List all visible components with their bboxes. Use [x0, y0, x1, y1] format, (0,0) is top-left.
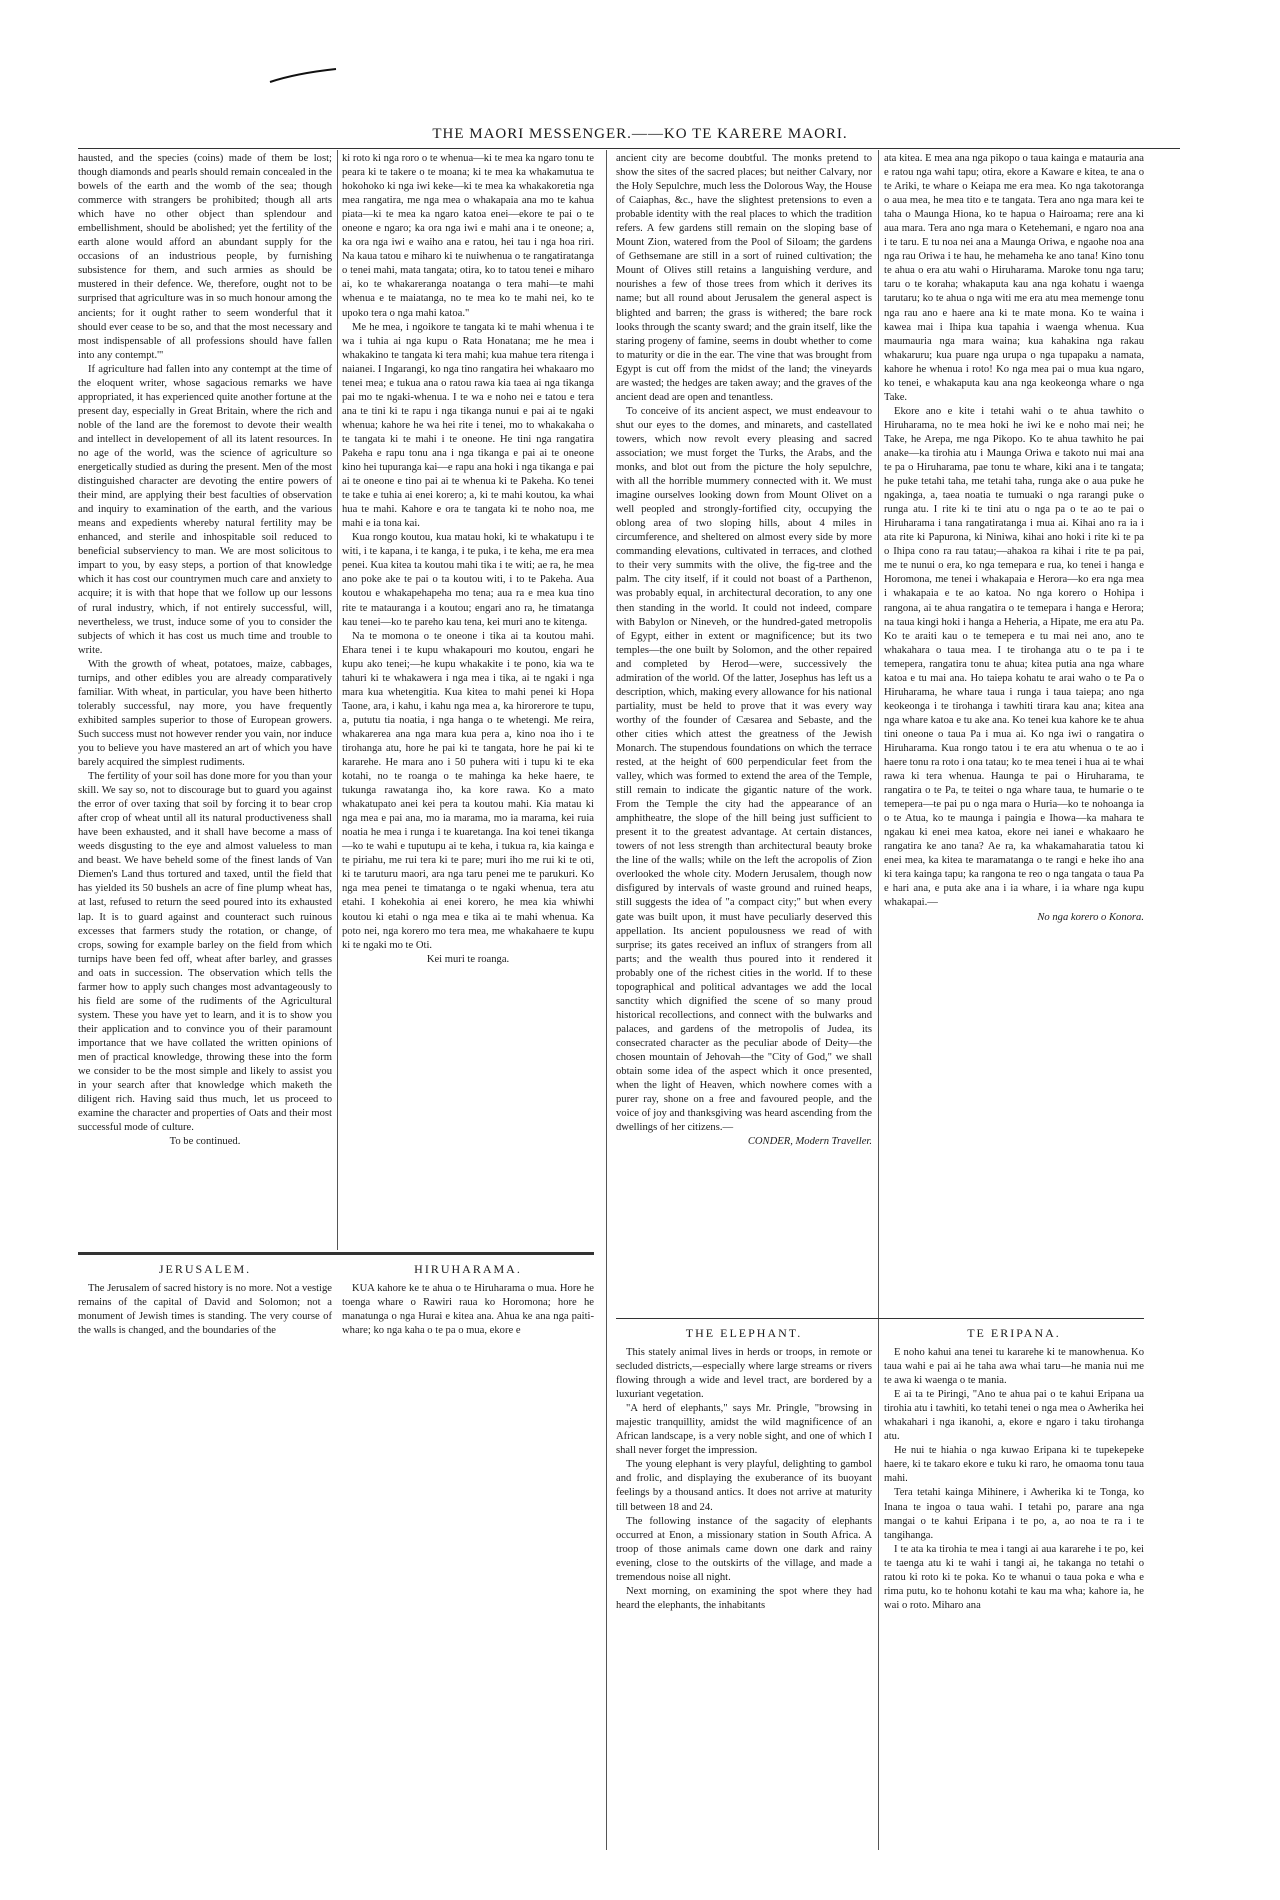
english-paragraph: The fertility of your soil has done more for you than your skill. We say so, not to discourage but to guard you against the error of over taxing that soil by forcing it to bear crop after crop of wheat until all its natural productiveness shall have been exhausted, and it shall have become a mass of weeds disgusting to the eye and almost valueless to man and beast. We have beheld some of the finest lands of Van Diemen's Land thus tortured and taxed, until the field that has yielded its 50 bushels an acre of fine plump wheat has, at last, refused to return the seed poured into its exhausted lap. It is to guard against and counteract such ruinous excesses that farmers study the rotation, or change, of crops, sowing for example barley on the field from which turnips have been fed off, wheat after barley, and grasses and oats in succession. The observation which tells the farmer how to apply such changes most advantageously to his field are some of the rudiments of the Agricultural system. These you have yet to learn, and it is to show you their application and to convince you of their paramount importance that we have collated the written opinions of men of practical knowledge, throwing these into the form we consider to be the most simple and likely to assist you in your search after that knowledge which maketh the diligent rich. Having said thus much, let us proceed to examine the character and properties of Oats and their most successful mode of culture.: [78, 771, 332, 1134]
center-rule: [606, 150, 607, 1850]
column-rule: [337, 150, 338, 1250]
maori-paragraph: ki roto ki nga roro o te whenua—ki te mea ka ngaro tonu te peara ki te takere o te moana; ki te mea ka whakamutua te hokohoko ki nga iwi keke—ki te mea ka whakakoretia nga mea rangatira, me nga mea o whakapaia ana mo te kahua piata—ki te mea ka ngaro katoa enei—ekore te pai o te oneone e ngaro; ka ora nga iwi e mahi ana i te oneone; a, ka ora nga iwi e waiho ana e ratou, hei tau i nga hoa riri. Na kaua tatou e miharo ki te nuiwhenua o te rangatiratanga o tenei mahi, mata tangata; otira, ko to tatou tenei e miharo ai, ko te whakareranga noatanga o tera mahi—te mahi whenua e te maiatanga, no te mea ko te mahi nei, ko te upoko tera o nga mahi katoa.": [342, 153, 594, 319]
elephant-article: [616, 1346, 872, 1611]
maori-left-column: [342, 152, 594, 1236]
elephant-paragraph: This stately animal lives in herds or troops, in remote or secluded districts,—especially where large streams or rivers flowing through a wide and level tract, are bordered by a luxuriant vegetation.: [616, 1347, 872, 1401]
elephant-title: THE ELEPHANT.: [685, 1326, 803, 1340]
section-rule: [78, 1252, 594, 1255]
elephant-paragraph: The young elephant is very playful, delighting to gambol and frolic, and displaying the exuberance of its buoyant feelings by a thousand antics. It does not arrive at maturity till between 18 and 24.: [616, 1459, 872, 1513]
english-left-column: [78, 152, 332, 1236]
hiruharama-article: [342, 1282, 594, 1362]
english-paragraph: hausted, and the species (coins) made of them be lost; though diamonds and pearls should remain concealed in the bowels of the earth and the womb of the sea; though commerce with strangers be prohibited; though all arts which have no other object than splendour and embellishment, should be abolished; yet the fertility of the earth alone would afford an abundant supply for the occasions of an industrious people, by furnishing subsistence for them, and such armies as should be mustered in their defence. We, therefore, ought not to be surprised that agriculture was in so much honour among the ancients; for it ought rather to seem wonderful that it should ever cease to be so, and that the most necessary and most indispensable of all professions should have fallen into any contempt.'": [78, 153, 332, 361]
section-rule: [616, 1318, 1144, 1319]
elephant-paragraph: Next morning, on examining the spot where they had heard the elephants, the inhabitants: [616, 1585, 872, 1611]
maori-paragraph: Me he mea, i ngoikore te tangata ki te mahi whenua i te wa i tuhia ai nga kupu o Rata Honatana; me he mea i whakakino te tangata ki tera mahi; kua mahue tera ritenga i naianei. I Ingarangi, ko nga tino rangatira hei whakaaro mo tenei mea; e tukua ana o ratou rawa kia taea ai nga tikanga pai mo te ngaki-whenua. I te wa e noho nei e tatou e tera ana te tini ki te rapu i nga tikanga nunui e pai ai te ngaki whenua; kahore he wa hei rite i tenei, mo to whakakaha o te tangata ki te mahi i te oneone. He tini nga rangatira Pakeha e rapu tonu ana i nga tikanga e pai ai te oneone kino hei tupuranga kai—e rapu ana hoki i nga tikanga e pai ai te oneone e tino pai ai te whenua ki te Pakeha. Ko tenei te take e tuhia ai enei korero; a, ki te mahi koutou, ka whai hua te mahi. Kahore e ora te tangata ki te noho noa, me mahi e ia tona kai.: [342, 321, 594, 530]
eripana-paragraph: E ai ta te Piringi, "Ano te ahua pai o te kahui Eripana ua tirohia atu i tawhiti, ko tetahi tenei o nga mea o Awherika hei whakahari i nga ikanohi, a, ekore e ngaro i taku tirohanga atu.: [884, 1389, 1144, 1443]
jerusalem-title: JERUSALEM.: [158, 1262, 252, 1276]
english-paragraph: If agriculture had fallen into any contempt at the time of the eloquent writer, whose sagacious remarks we have appropriated, it has experienced quite another fortune at the present day, especially in Great Britain, where the rich and noble of the land are the foremost to devote their wealth and intellect in developement of all its latent resources. In no age of the world, was the science of agriculture so energetically studied as during the present. Men of the most distinguished character are devoting the entire powers of their mind, are applying their best faculties of observation and inquiry to examination of the earth, and the various means and expedients whereby natural fertility may be enhanced, and sterile and inhospitable soil reduced to beneficial subserviency to man. We are most solicitous to impart to you, by easy steps, a portion of that knowledge which it has cost our countrymen much care and anxiety to acquire; it is with that hope that we follow up our lessons of rural industry, which, if not entirely successful, will, nevertheless, we trust, induce some of you to consider the subjects of which it has cost us much time and trouble to write.: [78, 363, 332, 656]
elephant-paragraph: "A herd of elephants," says Mr. Pringle, "browsing in majestic tranquillity, amidst the wild magnificence of an African landscape, is a very noble sight, and one of which I shall never forget the impression.: [616, 1403, 872, 1457]
kei-muri-te-roanga: Kei muri te roanga.: [426, 953, 510, 965]
english-paragraph: With the growth of wheat, potatoes, maize, cabbages, turnips, and other edibles you are already comparatively familiar. With wheat, in particular, you have been hitherto tolerably successful, nay more, you have frequently exhibited samples superior to those of European growers. Such success must not however render you vain, nor induce you to believe you have mastered an art of which you have barely acquired the simplest rudiments.: [78, 658, 332, 769]
eripana-article: [884, 1346, 1144, 1611]
hiruharama-title: HIRUHARAMA.: [414, 1262, 522, 1276]
eripana-title: TE ERIPANA.: [967, 1326, 1061, 1340]
maori-paragraph: Ekore ano e kite i tetahi wahi o te ahua tawhito o Hiruharama, no te mea hoki he iwi ke e noho mai nei; he Take, he Arepa, me nga Pikopo. Ko te ahua tawhito he pai anake—ka tirohia atu i Maunga Oriwa e takoto nui mai ana te pa o Hiruharama, pae tonu te whare, kiki ana i te tangata; he puke tetahi taha, me tetahi taha, runga ake o aua puke he ngakinga, a, taea noatia te tumuaki o nga rarangi puke o runga atu. I rite ki te tini atu o nga pa o te ao te pai o Hiruharama i tana rangatiratanga i mua ai. Kihai ano ra ia i ata rite ki Papurona, ki Niniwa, kihai ano hoki i rite ki te pa o Ihipa cono ra rau tatau;—ahakoa ra kihai i rite te pa pai, me te nunui o era, ko nga temepara e rua, ko tenei i hanga e Horomona, me tenei i whakapaia e Herora—ko era nga mea i whakapaia e te ao katoa. No nga korero o Hohipa i rangona, ai te ahua rangatira o te temepara i hanga e Herora; na taua kingi hoki i hanga a Heheria, a Hipate, me era atu Pa. Ko te araiti kau o te temepera e tu mai nei ano, ano te whakahara o taua mea. I te tirohanga atu o te pa i te temepera, rangatira tonu te ahua; kitea putia ana nga whare katoa e tu mai ana. Ho taiepa kohatu te arai waho o te Pa o Hiruharama, he whare taua i runga i taua taiepa; ano nga keokeonga i te tirohanga i tawhiti tirara kau ana; kitea ana nga whare katoa e tu ake ana. Ko tenei kua kahore ke te ahua tini oneone o taua Pa i mua ai. Ko nga iwi o rangatira o Hiruharama. Kua rongo tatou i te era atu whenua o te ao i haere tonu ra roto i ona tatau; ko te mea tenei i hua ai te whai rawa ki tera whenua. Haunga te pai o Hiruharama, te rangatira o te Pa, te teitei o nga whare taua, te humarie o te temepera—te pai pu o nga mara o Huria—ko te nohoanga ia o te Atua, ko te maunga i paingia e Ihowa—ka mahara te ngakau ki enei mea katoa, ekore nei ianei e whakaaro he rangatira ke ano tana? Ae ra, ka whakamaharatia tatou ki enei mea, ka kitea te maramatanga o te rangi e heke iho ana ki tera kainga tapu; ka rangona te reo o nga tangata o taua Pa e hari ana, e puta ake ana i ia whare, i ia whare nga kupu whakapai.—: [884, 405, 1144, 909]
elephant-paragraph: The following instance of the sagacity of elephants occurred at Enon, a missionary station in South Africa. A troop of those animals came down one dark and rainy evening, close to the outskirts of the village, and made a tremendous noise all night.: [616, 1515, 872, 1583]
eripana-paragraph: Tera tetahi kainga Mihinere, i Awherika ki te Tonga, ko Inana te ingoa o taua wahi. I tetahi po, parare ana nga mangai o te kahui Eripana i te po, a, ao noa te ra i te tangihanga.: [884, 1487, 1144, 1541]
eripana-paragraph: E noho kahui ana tenei tu kararehe ki te manowhenua. Ko taua wahi e pai ai he taha awa whai taru—he mania nui me te awa ki waenga o te mania.: [884, 1347, 1144, 1387]
jerusalem-article: [78, 1282, 332, 1362]
to-be-continued: To be continued.: [169, 1136, 241, 1148]
eripana-paragraph: He nui te hiahia o nga kuwao Eripana ki te tupekepeke haere, ki te takaro ekore e tuku ki raro, he omaoma tonu taua mahi.: [884, 1445, 1144, 1485]
eripana-paragraph: I te ata ka tirohia te mea i tangi ai aua kararehe i te po, kei te taenga atu ki te wahi i tangi ai, he takanga no tetahi o ratou ki roto ki te poka. Ko te whanui o taua poka e wha e rima putu, ko te hohonu kotahi te kau ma wha; kahore ia, he wai o roto. Miharo ana: [884, 1543, 1144, 1611]
header-rule: [78, 148, 1180, 149]
pen-stroke-mark: [268, 66, 338, 86]
english-paragraph: To conceive of its ancient aspect, we must endeavour to shut our eyes to the domes, and minarets, and castellated towers, which now revolt every pleasing and sacred association; we must forget the Turks, the Arabs, and the monks, and blot out from the picture the holy sepulchre, with all the horrible mummery connected with it. We must imagine ourselves looking down from Mount Olivet on a well peopled and strongly-fortified city, occupying the oblong area of two sloping hills, about 4 miles in circumference, and sheltered on almost every side by more commanding elevations, cultivated in terraces, and clothed to their very summits with the olive, the fig-tree and the palm. The city itself, if it could not boast of a Parthenon, was probably equal, in architectural decoration, to any one then standing in the world. It could not indeed, compare with Babylon or Nineveh, or the hundred-gated metropolis of Egypt, either in extent or magnificence; but its two temples—the one built by Solomon, and the other repaired and completed by Herod—were, successively the admiration of the world. Of the latter, Josephus has left us a description, which, making every allowance for his national partiality, must be held to prove that it was every way worthy of the founder of Cæsarea and Sebaste, and the other cities which attest the greatness of the Jewish Monarch. The stupendous foundations on which the terrace rested, at the height of 600 perpendicular feet from the valley, which was formed to extend the area of the Temple, still remain to indicate the gigantic nature of the work. From the Temple the city had the appearance of an amphitheatre, the slope of the hill being just sufficient to present it to the greatest advantage. At certain distances, towers of not less strength than architectural beauty broke the line of the walls; while on the left the acropolis of Zion overlooked the whole city. Modern Jerusalem, though now disfigured by intervals of waste ground and ruined heaps, still suggests the idea of "a compact city;" but when every gate was built upon, it must have peculiarly deserved this appellation. Its ancient populousness we read of with surprise; its gates received an influx of strangers from all parts; and the wealth thus poured into it rendered it probably one of the richest cities in the world. If to these topographical and political advantages we add the local sanctity which dignified the scene of so many proud historical recollections, and connect with the bulwarks and palaces, and gardens of the metropolis of Judea, its consecrated character as the peculiar abode of Deity—the chosen mountain of Jehovah—the "City of God," we shall obtain some idea of the aspect which it once presented, when the light of Heaven, which nowhere comes with a purer ray, shone on a free and favoured people, and the voice of joy and thanksgiving was heard ascending from the dwellings of her citizens.—: [616, 405, 872, 1134]
hiruharama-paragraph: KUA kahore ke te ahua o te Hiruharama o mua. Hore he toenga whare o Rawiri raua ko Horomona; hore he manatunga o nga Hurai e kitea ana. Ahua ke ana nga paiti-whare; ko nga kaha o te pa o mua, ekore e: [342, 1283, 594, 1337]
english-paragraph: ancient city are become doubtful. The monks pretend to show the sites of the sacred places; but neither Calvary, nor the Holy Sepulchre, much less the Dolorous Way, the House of Caiaphas, &c., have the slightest pretensions to even a probable identity with the real places to which the tradition refers. A few gardens still remain on the sloping base of Mount Zion, watered from the Pool of Siloam; the gardens of Gethsemane are still in a sort of ruined cultivation; the Mount of Olives still retains a languishing verdure, and nourishes a few of those trees from which it derives its name; but all round about Jerusalem the general aspect is blighted and barren; the grass is withered; the bare rock looks through the scanty sward; and the grain itself, like the staring progeny of famine, seems in doubt whether to come to maturity or die in the ear. The vine that was brought from Egypt is cut off from the midst of the land; the vineyards are wasted; the hedges are taken away; and the graves of the ancient dead are open and tenantless.: [616, 153, 872, 403]
jerusalem-paragraph: The Jerusalem of sacred history is no more. Not a vestige remains of the capital of David and Solomon; not a monument of Jewish times is standing. The very course of the walls is changed, and the boundaries of the: [78, 1283, 332, 1337]
maori-paragraph: Na te momona o te oneone i tika ai ta koutou mahi. Ehara tenei i te kupu whakapouri mo koutou, engari he kupu ako tenei;—he kupu whakakite i te pono, kia wa te tahuri ki te whakawera i nga mea i tika, ai te ngaki i nga mara kua whetengitia. Kua kitea to mahi penei ki Hopa Taone, ara, i kahu, i kahu nga mea a, ka hirorerore te tupu, a, pututu tia noatia, i nga hanga o te whetengi. Me reira, whakarerea ana nga mara kua pera a, kino noa iho i te tirohanga atu, hore he pai ki te tangata, hore he pai ki te kararehe. He mara ano i 50 puhera witi i tupu ki te eka kotahi, no te roanga o te mahinga ka heke haere, te tukunga rawatanga iho, ka kore rawa. Ko a mato whakatupato anei kei pera ta koutou mahi. Kia matau ki nga mea e pai ana, mo ia marama, mo ia marama, kei ruia noatia he mea i runga i te kuaretanga. Ina koi tenei tikanga—ko te wahi e tuputupu ai te keha, i tukua ra, kia kainga e te piriahu, me rui tera ki te pare; muri iho me rui ki te oti, ki te taruturu maori, ara nga taru penei me te parukuri. Ko nga mea penei te timatanga o te ngaki whenua, tera atu etahi. I kohekohia ai enei korero, he mea kia whiwhi koutou ki etahi o nga mea e tika ai te mahi whenua. Ka poto nei, nga korero mo tera mea, me whakahaere te kupu ki te ngaki mo te Oti.: [342, 630, 594, 951]
maori-right-column: [884, 152, 1144, 1310]
maori-paragraph: ata kitea. E mea ana nga pikopo o taua kainga e matauria ana e ratou nga wahi tapu; otira, ekore a Kaware e kitea, te ana o te Ariki, te whare o Keiapa me era mea. Ko nga takotoranga o aua mea, he mea tito e te tangata. Tera ano nga mara kei te taha o Maunga Hiona, ko te hapua o Hairoama; rere ana ki aua mara. Tera ano nga mara o Ketehemani, e ngaro noa ana i te taru. E tu noa nei ana a Maunga Oriwa, e ngaohe noa ana nga rau Oriwa i te hau, he mehameha ke ano tana! Kino tonu te ahua o era atu wahi o Hiruharama. Maroke tonu nga taru; taru o te koraha; whakaputa kau ana nga kohatu i waenga tarutaru; ko te ahua o nga witi me era atu mea memenge tonu nga rau ano e haere ana ki te mate mona. Ko te waina i kawea mai i Ihipa kua tapahia i waenga whenua. Kua maumauria nga mara waina; kua kahakina nga rakau whakaruru; kua puare nga urupa o nga tupapaku a namata, kahore he whenua i roto! Ko nga mea pai o mua kua ngaro, ko tenei, e whakaputa kau ana nga keokeonga whare o nga Take.: [884, 153, 1144, 403]
running-head: THE MAORI MESSENGER.——KO TE KARERE MAORI.: [432, 126, 848, 142]
maori-paragraph: Kua rongo koutou, kua matau hoki, ki te whakatupu i te witi, i te kapana, i te kanga, i te puka, i te keha, me era mea penei. Kua kitea ta koutou mahi tika i te witi; ae ra, he mea ano poke ake te pai o ta koutou witi, i to te Pakeha. Aua koutou e whakapehapeha mo tena; aua ra e mea kua tino rite te matauranga i a koutou; engari ano ra, he timatanga kau tenei—ko te pareho kau tena, kei muri ano te kitenga.: [342, 532, 594, 628]
column-rule: [878, 150, 879, 1850]
english-right-column: [616, 152, 872, 1310]
conder-signature: CONDER, Modern Traveller.: [747, 1136, 872, 1148]
konora-signature: No nga korero o Konora.: [1037, 911, 1144, 923]
